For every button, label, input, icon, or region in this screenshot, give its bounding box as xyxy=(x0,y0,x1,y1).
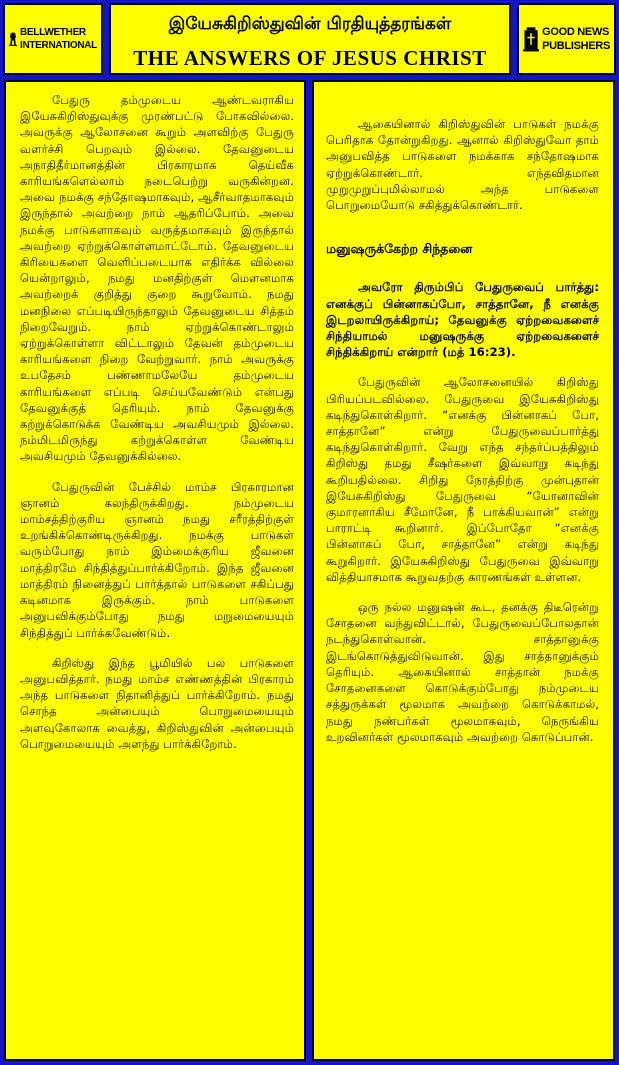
logo-left-line2: INTERNATIONAL xyxy=(19,40,97,51)
left-column xyxy=(4,80,306,1061)
right-paragraph-3: ஒரு நல்ல மனுஷன் கூட, தனக்கு திடீரென்று சோதனை வந்துவிட்டால், பேதுருவைப்போலதான் நடந்துகொள்வான். சாத்தானுக்கு இடங்கொடுத்துவிடுவான். இது சாத்தானுக்கும் தெரியும். ஆகையினால் சாத்தான் நமக்கு சோதனைகளை கொடுக்கும்போது நம்முடைய சத்துருக்கள் மூலமாக அவற்றை கொடுக்காமல், நமது நண்பர்கள் மூலமாகவும், நெருங்கிய உறவினர்கள் மூலமாகவும் அவற்றை கொடுப்பான். xyxy=(326,600,599,744)
book-icon xyxy=(523,19,539,59)
left-paragraph-1: பேதுரு தம்முடைய ஆண்டவராகிய இயேசுகிறிஸ்துவுக்கு முரண்பட்டு போகவில்லை. அவருக்கு ஆலோசனை கூறும் அளவிற்கு பேதுரு வளர்ச்சி பெறவும் இல்லை. தேவனுடைய அநாதிதீர்மானத்தின் பிரகாரமாக தெய்வீக காரியங்களெல்லாம் நடைபெற்று வருகின்றன. அவை நமக்கு சந்தோஷமாகவும், ஆசீர்வாதமாகவும் இருந்தால் அவற்றை நாம் ஆதரிப்போம். அவை நமக்கு பாடுகளாகவும் வருத்தமாகவும் இருந்தால் அவற்றை ஏற்றுக்கொள்ளமாட்டோம். தேவனுடைய கிரியைகளை வெளிப்படையாக எதிர்க்க வில்லை யென்றாலும், நமது மனதிற்குள் மௌனமாக அவற்றைக் குறித்து குறை கூறுவோம். நமது மனநிலை எப்படியிருந்தாலும் தேவனுடைய சித்தம் நிறைவேறும். நாம் ஏற்றுக்கொண்டாலும் ஏற்றுக்கொள்ளா விட்டாலும் தேவன் தம்முடைய காரியங்களை நிறை வேற்றுவார். நாம் அவருக்கு உபதேசம் பண்ணாமலேயே தம்முடைய காரியங்களை எப்படி செய்யவேண்டும் என்பது தேவனுக்குத் தெரியும். நாம் தேவனுக்கு கற்றுக்கொடுக்க வேண்டிய அவசியமும் இல்லை. நம்மிடமிருந்து கற்றுக்கொள்ள வேண்டிய அவசியமும் தேவனுக்கில்லை. xyxy=(20,93,294,464)
right-paragraph-2: பேதுருவின் ஆலோசனையில் கிறிஸ்து பிரியப்படவில்லை. பேதுருவை இயேசுகிறிஸ்து கடிந்துகொள்கிறார். “எனக்கு பின்னாகப் போ, சாத்தானே” என்று பேதுருவைப்பார்த்து கடிந்துகொள்கிறார். வேறு எந்த சந்தர்ப்பத்திலும் கிறிஸ்து தமது சீஷர்களை இவ்வாறு கடிந்து கூறியதில்லை. சிறிது நேரத்திற்கு முன்புதான் இயேசுகிறிஸ்து பேதுருவை “யோனாவின் குமாரனாகிய சீமோனே, நீ பாக்கியவான்” என்று பாராட்டி கூறினார். இப்போதோ “எனக்கு பின்னாகப் போ, சாத்தானே” என்று கடிந்து கூறுகிறார். இயேசுகிறிஸ்து பேதுருவை இவ்வாறு வித்தியாசமாக கூறுவதற்கு காரணங்கள் உள்ளன. xyxy=(326,375,599,584)
title-english: THE ANSWERS OF JESUS CHRIST xyxy=(133,46,487,70)
scripture-quote: அவரோ திரும்பிப் பேதுருவைப் பார்த்து: எனக்குப் பின்னாகப்போ, சாத்தானே, நீ எனக்கு இடறலாயிருக்கிறாய்; தேவனுக்கு ஏற்றவைகளைச் சிந்தியாமல் மனுஷருக்கு ஏற்றவைகளைச் சிந்திக்கிறாய் என்றார் (மத் 16:23). xyxy=(326,280,599,360)
logo-left-line1: BELLWETHER xyxy=(19,27,86,38)
left-paragraph-3: கிறிஸ்து இந்த பூமியில் பல பாடுகளை அனுபவித்தார். நமது மாம்ச எண்ணத்தின் பிரகாரம் அந்த பாடுகளை நிதானித்துப் பார்க்கிறோம். நமது சொந்த அன்பையும் பொறுமையையும் அளவுகோலாக வைத்து, கிறிஸ்துவின் அன்பையும் பொறுமையையும் அளந்து பார்க்கிறோம். xyxy=(20,655,294,751)
left-paragraph-2: பேதுருவின் பேச்சில் மாம்ச பிரகாரமான ஞானம் கலந்திருக்கிறது. நம்முடைய மாம்சத்திற்குரிய ஞானம் நமது சரீரத்திற்குள் உறங்கிக்கொண்டிருக்கிறது. நமக்கு பாடுகள் வரும்போது நாம் இம்மைக்குரிய ஜீவனை மாத்திரமே சிந்தித்துப்பார்க்கிறோம். இந்த ஜீவனை மாத்திரம் நினைத்துப் பார்த்தால் பாடுகளை சகிப்பது கடினமாக இருக்கும். நாம் பாடுகளை அனுபவிக்கும்போது நமது மறுமையையும் சிந்தித்துப் பார்க்கவேண்டும். xyxy=(20,479,294,640)
right-paragraph-1: ஆகையினால் கிறிஸ்துவின் பாடுகள் நமக்கு பெரிதாக தோன்றுகிறது. ஆனால் கிறிஸ்துவோ தாம் அனுபவித்த பாடுகளை நமக்காக சந்தோஷமாக ஏற்றுக்கொண்டார். எந்தவிதமான முறுமுறுப்புமில்லாமல் அந்த பாடுகளை பொறுமையோடு சகித்துக்கொண்டார். xyxy=(326,117,599,213)
title-tamil: இயேசுகிறிஸ்துவின் பிரதியுத்தரங்கள் xyxy=(168,14,452,34)
good-news-publishers-logo xyxy=(517,3,616,75)
section-heading: மனுஷருக்கேற்ற சிந்தனை xyxy=(326,241,473,257)
bellwether-logo xyxy=(3,3,103,75)
right-column xyxy=(312,80,615,1061)
bellwether-ram-icon xyxy=(9,19,17,59)
page-header xyxy=(109,3,511,75)
logo-right-line2: PUBLISHERS xyxy=(542,40,610,52)
logo-right-line1: GOOD NEWS xyxy=(542,26,610,38)
